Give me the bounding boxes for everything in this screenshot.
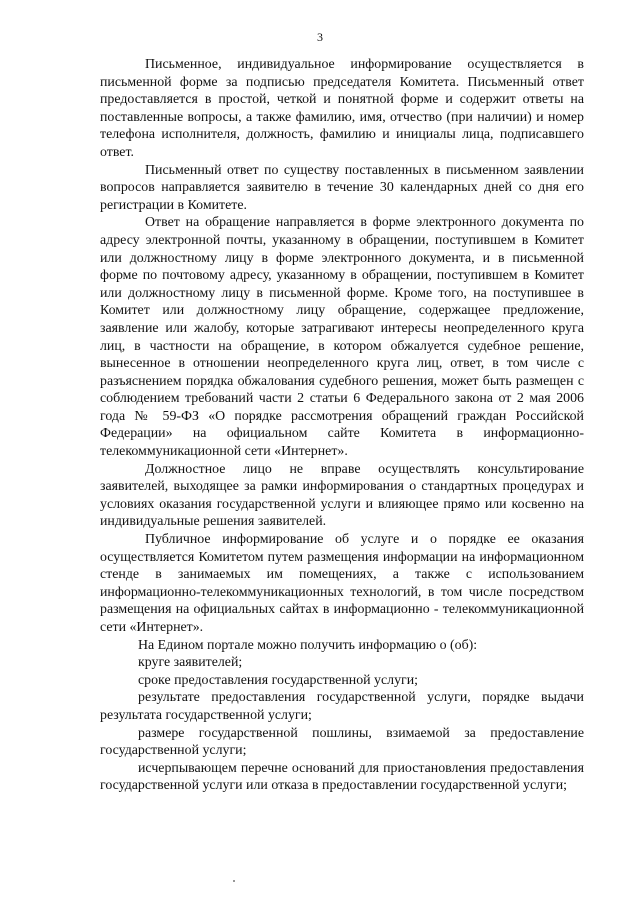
- list-item: круге заявителей;: [138, 655, 243, 671]
- paragraph-public-information: Публичное информирование об услуге и о порядке ее оказания осуществляется Комитетом путем размещения информации на информационном стенде в занимаемых им помещениях, а также с использованием информационно-телекоммуникационных технологий, в том числе посредством размещения на официальных сайтах в информационно - телекоммуникационной сети «Интернет».: [100, 532, 584, 635]
- list-item: результате предоставления государственной услуги, порядке выдачи результата государственной услуги;: [100, 690, 584, 723]
- document-body: [100, 56, 584, 795]
- paragraph-response-deadline: Письменный ответ по существу поставленных в письменном заявлении вопросов направляется заявителю в течение 30 календарных дней со дня его регистрации в Комитете.: [100, 162, 584, 213]
- list-item: исчерпывающем перечне оснований для приостановления предоставления государственной услуги или отказа в предоставлении государственной услуги;: [100, 760, 584, 794]
- list-item: размере государственной пошлины, взимаемой за предоставление государственной услуги;: [100, 725, 584, 759]
- list-item: сроке предоставления государственной услуги;: [138, 672, 419, 688]
- paragraph-written-information: Письменное, индивидуальное информирование осуществляется в письменной форме за подписью председателя Комитета. Письменный ответ предоставляется в простой, четкой и понятной форме и содержит ответы на поставленные вопросы, а также фамилию, имя, отчество (при наличии) и номер телефона исполнителя, должность, фамилию и инициалы лица, подписавшего ответ.: [100, 57, 584, 160]
- paragraph-response-delivery: Ответ на обращение направляется в форме электронного документа по адресу электронной почты, указанному в обращении, поступившем в Комитет или должностному лицу в форме электронного документа, и в письменной форме по почтовому адресу, указанному в обращении, поступившем в Комитет или должностному лицу в письменной форме. Кроме того, на поступившее в Комитет или должностному лицу обращение, содержащее предложение, заявление или жалобу, которые затрагивают интересы неопределенного круга лиц, в частности на обращение, в котором обжалуется судебное решение, вынесенное в отношении неопределенного круга лиц, ответ, в том числе с разъяснением порядка обжалования судебного решения, может быть размещен с соблюдением требований части 2 статьи 6 Федерального закона от 2 мая 2006 года № 59-ФЗ «О порядке рассмотрения обращений граждан Российской Федерации» на официальном сайте Комитета в информационно-телекоммуникационной сети «Интернет».: [100, 215, 584, 460]
- paragraph-consulting-restriction: Должностное лицо не вправе осуществлять консультирование заявителей, выходящее за рамки информирования о стандартных процедурах и условиях оказания государственной услуги и влияющее прямо или косвенно на индивидуальные решения заявителей.: [100, 461, 584, 530]
- scan-artifact-dot: [233, 880, 235, 882]
- page-number: 3: [317, 30, 323, 44]
- portal-intro: На Едином портале можно получить информацию о (об):: [138, 637, 478, 653]
